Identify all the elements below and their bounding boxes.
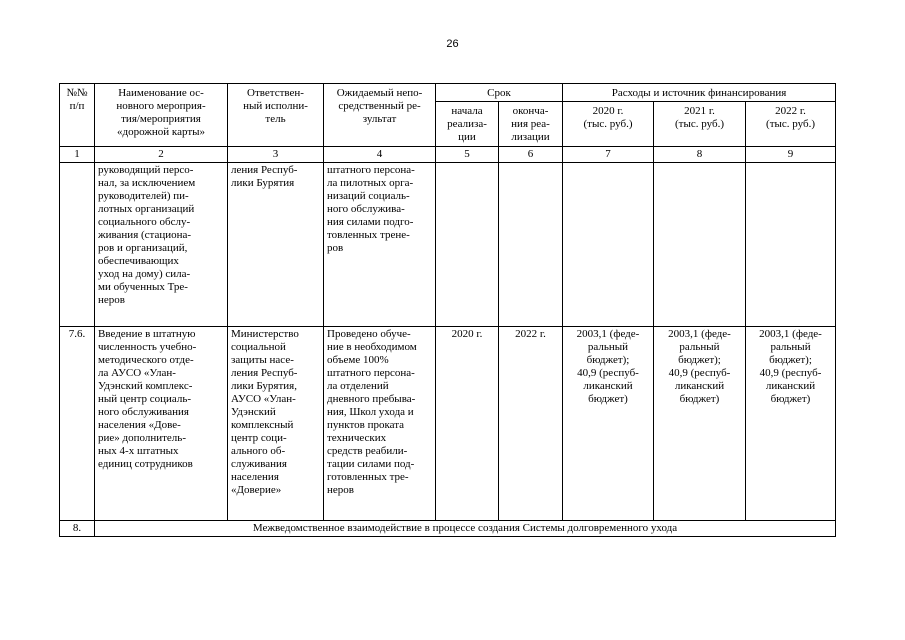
header-number: №№ п/п: [60, 84, 95, 147]
column-number-row: [60, 147, 836, 163]
table-row: [60, 163, 836, 327]
financing-2020: 2003,1 (феде- ральный бюджет); 40,9 (респуб- ликанский бюджет): [563, 327, 654, 521]
executor: ления Респуб- лики Бурятия: [228, 163, 324, 327]
activity-name: Введение в штатную численность учебно- методического отде- ла АУСО «Улан- Удэнский комплекс- ный центр социаль- ного обслуживания населения «Дове- рие» дополнитель- ных 4-х штатных единиц сотрудников: [95, 327, 228, 521]
column-number: 9: [746, 147, 836, 163]
header-activity-name: Наименование ос- новного мероприя- тия/мероприятия «дорожной карты»: [95, 84, 228, 147]
column-number: 3: [228, 147, 324, 163]
executor: Министерство социальной защиты насе- ления Респуб- лики Бурятия, АУСО «Улан- Удэнский комплексный центр соци- ального об- служивания населения «Доверие»: [228, 327, 324, 521]
activity-name: руководящий персо- нал, за исключением руководителей) пи- лотных организаций социального обслу- живания (стациона- ров и организаций, обеспечивающих уход на дому) сила- ми обученных Тре- неров: [95, 163, 228, 327]
column-number: 1: [60, 147, 95, 163]
header-year-2021: 2021 г. (тыс. руб.): [654, 102, 746, 147]
roadmap-table: [59, 83, 836, 537]
header-end: оконча- ния реа- лизации: [499, 102, 563, 147]
table-row: [60, 327, 836, 521]
financing-2021: [654, 163, 746, 327]
header-year-2022: 2022 г. (тыс. руб.): [746, 102, 836, 147]
column-number: 4: [324, 147, 436, 163]
financing-2022: 2003,1 (феде- ральный бюджет); 40,9 (респуб- ликанский бюджет): [746, 327, 836, 521]
header-executor: Ответствен- ный исполни- тель: [228, 84, 324, 147]
header-term: Срок: [436, 84, 563, 102]
header-expected-result: Ожидаемый непо- средственный ре- зультат: [324, 84, 436, 147]
column-number: 2: [95, 147, 228, 163]
section-number: 8.: [60, 521, 95, 537]
financing-2021: 2003,1 (феде- ральный бюджет); 40,9 (респуб- ликанский бюджет): [654, 327, 746, 521]
column-number: 6: [499, 147, 563, 163]
row-number: [60, 163, 95, 327]
header-year-2020: 2020 г. (тыс. руб.): [563, 102, 654, 147]
section-row: [60, 521, 836, 537]
page-number: 26: [446, 38, 459, 50]
expected-result: штатного персона- ла пилотных орга- низаций социаль- ного обслужива- ния силами подго- товленных трене- ров: [324, 163, 436, 327]
column-number: 8: [654, 147, 746, 163]
column-number: 5: [436, 147, 499, 163]
section-title: Межведомственное взаимодействие в процессе создания Системы долговременного ухода: [95, 521, 836, 537]
end-date: 2022 г.: [499, 327, 563, 521]
column-number: 7: [563, 147, 654, 163]
end-date: [499, 163, 563, 327]
start-date: [436, 163, 499, 327]
header-start: начала реализа- ции: [436, 102, 499, 147]
start-date: 2020 г.: [436, 327, 499, 521]
financing-2020: [563, 163, 654, 327]
row-number: 7.6.: [60, 327, 95, 521]
expected-result: Проведено обуче- ние в необходимом объеме 100% штатного персона- ла отделений дневного пребыва- ния, Школ ухода и пунктов проката технических средств реабили- тации силами под- готовленных тре- неров: [324, 327, 436, 521]
financing-2022: [746, 163, 836, 327]
header-row-1: [60, 84, 836, 102]
header-financing: Расходы и источник финансирования: [563, 84, 836, 102]
